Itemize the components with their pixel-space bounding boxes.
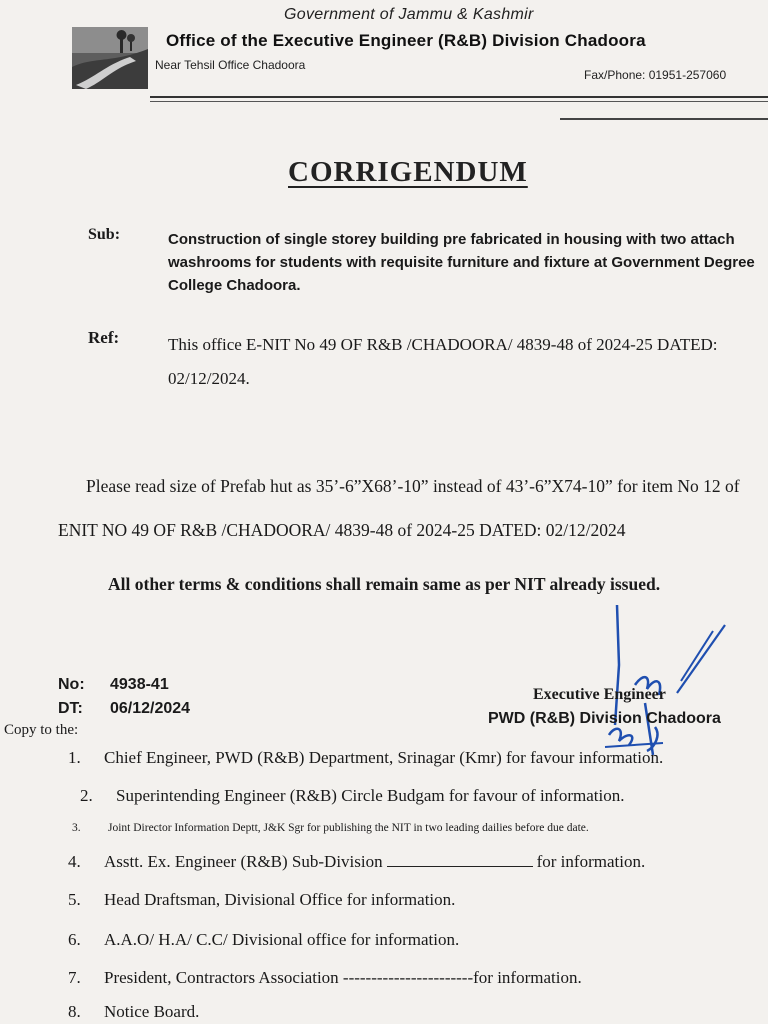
reference-text: This office E-NIT No 49 OF R&B /CHADOORA/ 4839-48 of 2024-25 DATED: 02/12/2024. — [168, 335, 718, 388]
department-logo — [72, 27, 148, 89]
copy-to-label: Copy to the: — [4, 722, 79, 738]
subject-text: Construction of single storey building pre fabricated in housing with two attach washrooms for students with requisite furniture and fixture at Government Degree College Chadoora. — [168, 231, 755, 294]
signatory-office: PWD (R&B) Division Chadoora — [488, 710, 721, 727]
government-heading: Government of Jammu & Kashmir — [284, 6, 534, 23]
office-address: Near Tehsil Office Chadoora — [155, 58, 306, 72]
terms-statement: All other terms & conditions shall remain same as per NIT already issued. — [108, 574, 661, 594]
number-value: 4938-41 — [110, 676, 169, 693]
list-item: 4. Asstt. Ex. Engineer (R&B) Sub-Division for information. — [68, 852, 646, 871]
subject-label: Sub: — [88, 226, 121, 243]
list-item: 1. Chief Engineer, PWD (R&B) Department, Srinagar (Kmr) for favour information. — [68, 748, 664, 767]
list-item: 6. A.A.O/ H.A/ C.C/ Divisional office for information. — [68, 930, 460, 949]
list-item: 3. Joint Director Information Deptt, J&K Sgr for publishing the NIT in two leading dailies before due date. — [72, 822, 589, 834]
office-heading: Office of the Executive Engineer (R&B) Division Chadoora — [166, 31, 646, 50]
header-rule-thin — [150, 101, 768, 102]
signatory-title: Executive Engineer — [533, 686, 666, 703]
blank-line — [387, 866, 533, 867]
list-item: 8. Notice Board. — [68, 1002, 200, 1021]
header-rule-short — [560, 118, 768, 120]
list-item: 2. Superintending Engineer (R&B) Circle Budgam for favour of information. — [80, 786, 625, 805]
list-item: 5. Head Draftsman, Divisional Office for information. — [68, 890, 456, 909]
reference-label: Ref: — [88, 328, 120, 347]
list-item: 7. President, Contractors Association -----------------------for information. — [68, 968, 582, 987]
number-label: No: — [58, 676, 85, 693]
corrigendum-paragraph: Please read size of Prefab hut as 35’-6”X68’-10” instead of 43’-6”X74-10” for item No 12 of ENIT NO 49 OF R&B /CHADOORA/ 4839-48 of 2024-25 DATED: 02/12/2024 — [58, 476, 740, 540]
fax-phone: Fax/Phone: 01951-257060 — [584, 68, 727, 82]
header-rule — [150, 96, 768, 98]
date-value: 06/12/2024 — [110, 700, 191, 717]
signature-mark — [585, 585, 745, 775]
date-label: DT: — [58, 700, 83, 717]
document-title: CORRIGENDUM — [288, 156, 528, 188]
